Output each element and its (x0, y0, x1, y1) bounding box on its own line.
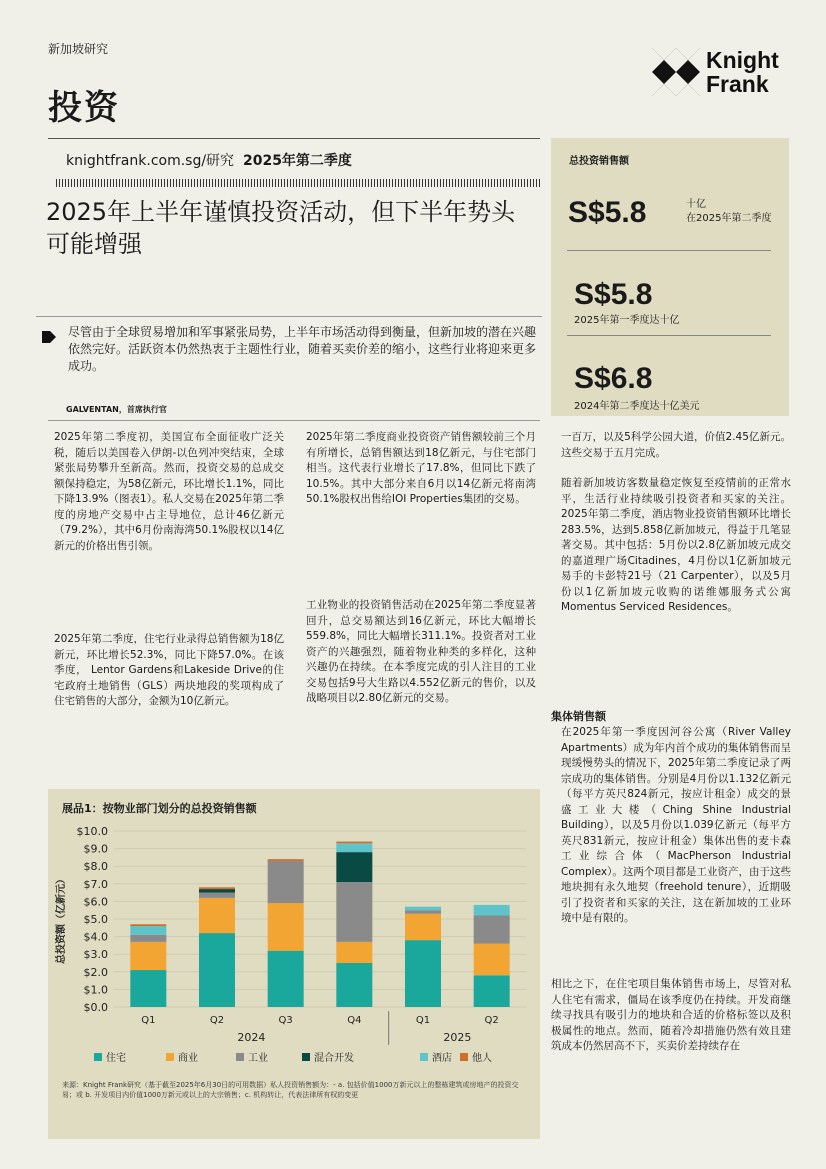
legend-swatch (420, 1053, 428, 1061)
y-tick-label: $8.0 (83, 860, 108, 874)
y-tick-label: $2.0 (83, 965, 108, 979)
bar-segment (130, 935, 166, 942)
x-tick-label: Q1 (141, 1015, 156, 1026)
legend-label: 酒店 (432, 1053, 452, 1064)
lead-rule (36, 316, 542, 317)
bar-segment (336, 852, 372, 882)
bar-segment (405, 910, 441, 914)
bar-segment (405, 940, 441, 1007)
x-group-label: 2024 (237, 1031, 266, 1044)
y-tick-label: $4.0 (83, 930, 108, 944)
body-col3-para2: 在2025年第一季度因河谷公寓（River Valley Apartments）成为年内首个成功的集体销售而呈现缓慢势头的情况下，2025年第二季度记录了两宗成功的集体销售。分别是4月份以1.132亿新元（每平方英尺824新元，按应计租金）成交的景盛工业大楼（Ching Shine Industrial Building），以及5月份以1.039亿新元（每平方英尺831新元，按应计租金）集体出售的麦卡森工业综合体（MacPherson Industrial Complex）。这两个项目都是工业资产，由于这些地块拥有永久地契（freehold tenure），近期吸引了投资者和买家的关注，这在新加坡的工业环境中是有限的。 (561, 726, 791, 924)
kpi-note-q1-2025: 2025年第一季度达十亿 (574, 315, 680, 326)
y-tick-label: $5.0 (83, 913, 108, 926)
kpi-value-q2-2024: S$6.8 (574, 362, 653, 395)
logo-wordmark: Knight Frank (706, 47, 779, 97)
bar-segment (336, 942, 372, 963)
report-period: 2025年第二季度 (242, 153, 352, 169)
bar-segment (474, 905, 510, 916)
kpi-note-q2-2024: 2024年第二季度达十亿美元 (574, 401, 700, 412)
body-col3-para0: 一百万，以及5科学公园大道，价值2.45亿新元。这些交易于五月完成。 (561, 431, 791, 459)
y-tick-label: $3.0 (83, 948, 108, 962)
author-line: GALVENTAN，首席执行官 (66, 405, 167, 414)
bar-segment (268, 861, 304, 903)
bar-segment (130, 924, 166, 926)
legend-swatch (94, 1053, 102, 1061)
legend-label: 混合开发 (314, 1053, 354, 1064)
collective-sales-heading: 集体销售额 (551, 710, 606, 723)
kpi-sidebar-label: 总投资销售额 (569, 156, 629, 167)
x-tick-label: Q1 (415, 1015, 431, 1026)
body-col3-para1: 随着新加坡访客数量稳定恢复至疫情前的正常水平，生活行业持续吸引投资者和买家的关注。2025年第二季度，酒店物业投资销售额环比增长283.5%，达到5.858亿新加坡元，得益于几笔显著交易。其中包括：5月份以2.8亿新加坡元成交的嘉道理广场Citadines，4月份以1亿新加坡元易手的卡彭特21号（21 Carpenter），以及5月份以1亿新加坡元收购的诺维娜服务式公寓Momentus Serviced Residences。 (561, 477, 791, 613)
bar-segment (268, 951, 304, 1007)
kpi-note-q2-2025 (686, 198, 771, 226)
y-axis-label: 总投资额（亿新元） (56, 874, 67, 964)
lead-paragraph: 尽管由于全球贸易增加和军事紧张局势，上半年市场活动得到衡量，但新加坡的潜在兴趣依然完好。活跃资本仍然热衷于主题性行业，随着买卖价差的缩小，这些行业将迎来更多成功。 (68, 325, 537, 373)
bar-segment (474, 944, 510, 976)
legend-swatch (302, 1053, 310, 1061)
x-tick-label: Q3 (278, 1015, 293, 1026)
bar-segment (405, 914, 441, 940)
body-col3-para3: 相比之下，在住宅项目集体销售市场上，尽管对私人住宅有需求，僵局在该季度仍在持续。开发商继续寻找具有吸引力的地块和合适的价格标签以及积极属性的地点。然而，随着冷却措施仍然有效且建筑成本仍然居高不下，买卖价差持续存在 (551, 978, 791, 1052)
arrow-bullet-icon (42, 331, 56, 343)
chart-source-note: 来源：Knight Frank研究（基于截至2025年6月30日的可用数据）私人投资销售额为：- a. 包括价值1000万新元以上的整栋建筑或房地产的投资交易；或 b. 开发项目内价值1000万新元或以上的大宗销售；c. 机构转让，代表法律所有权的变更 (62, 1081, 519, 1099)
legend-swatch (236, 1053, 244, 1061)
bar-segment (199, 887, 235, 889)
bar-segment (336, 882, 372, 942)
body-col1-para1: 2025年第二季度初，美国宣布全面征收广泛关税，随后以美国卷入伊朗-以色列冲突结束，全球紧张局势攀升至新高。然而，投资交易的总成交额保持稳定，为58亿新元，环比增长1.1%，同比下降13.9%（图表1）。私人交易在2025年第二季度的房地产交易中占主导地位，总计46亿新元（79.2%），其中6月份南海湾50.1%股权以14亿新元的价格出售引领。 (54, 431, 284, 552)
kpi-divider (567, 335, 771, 336)
x-tick-label: Q2 (484, 1015, 499, 1026)
hatch-divider (56, 179, 542, 187)
report-url[interactable]: knightfrank.com.sg/研究 (66, 153, 235, 169)
bar-segment (199, 893, 235, 898)
section-title: 投资 (48, 88, 120, 128)
kpi-value-q2-2025: S$5.8 (568, 196, 647, 229)
bar-segment (474, 915, 510, 943)
bar-segment (199, 898, 235, 933)
y-tick-label: $0.0 (83, 1001, 108, 1014)
bar-segment (199, 889, 235, 893)
header-rule (48, 138, 540, 139)
legend-label: 他人 (472, 1053, 492, 1064)
legend-label: 住宅 (106, 1053, 126, 1064)
bar-segment (405, 907, 441, 911)
bar-segment (268, 859, 304, 861)
lead-bottom-rule (48, 420, 540, 421)
headline: 2025年上半年谨慎投资活动，但下半年势头可能增强 (46, 198, 516, 258)
kpi-divider (567, 250, 771, 251)
bar-segment (336, 963, 372, 1007)
legend-label: 工业 (248, 1053, 268, 1064)
y-tick-label: $7.0 (83, 877, 108, 891)
bar-segment (474, 975, 510, 1007)
body-col2-para1: 2025年第二季度商业投资资产销售额较前三个月有所增长，总销售额达到18亿新元，与住宅部门相当。这代表行业增长了17.8%，但同比下跌了10.5%。其中大部分来自6月以14亿新元将南湾50.1%股权出售给IOI Properties集团的交易。 (306, 431, 536, 505)
report-url-line (66, 150, 352, 170)
x-tick-label: Q2 (209, 1015, 225, 1026)
x-group-label: 2025 (443, 1031, 472, 1044)
bar-segment (130, 970, 166, 1007)
kpi-period: 在2025年第二季度 (686, 213, 772, 224)
y-tick-label: $10.0 (76, 825, 108, 838)
legend-label: 商业 (178, 1053, 198, 1064)
bar-segment (336, 842, 372, 844)
stacked-bar-chart (48, 815, 540, 1077)
bar-segment (130, 926, 166, 935)
y-tick-label: $9.0 (83, 842, 108, 856)
body-col1-para2: 2025年第二季度，住宅行业录得总销售额为18亿新元，环比增长52.3%，同比下降57.0%。在该季度， Lentor Gardens和Lakeside Drive的住宅政府土地销售（GLS）两块地段的奖项构成了住宅销售的大部分，金额为10亿新元。 (54, 633, 284, 707)
kpi-value-q1-2025: S$5.8 (574, 278, 653, 311)
region-label: 新加坡研究 (48, 42, 109, 56)
bar-segment (130, 942, 166, 970)
bar-segment (268, 903, 304, 951)
body-col2-para2: 工业物业的投资销售活动在2025年第二季度显著回升，总交易额达到16亿新元，环比大幅增长559.8%，同比大幅增长311.1%。投资者对工业资产的兴趣强烈，随着物业种类的多样化，这种兴趣仍在持续。在本季度完成的引人注目的工业交易包括9号大生路以4.552亿新元的售价，以及战略项目以2.80亿新元的交易。 (306, 599, 536, 704)
chart-title: 展品1：按物业部门划分的总投资销售额 (62, 802, 257, 815)
bar-segment (336, 843, 372, 852)
knight-frank-logo-mark-icon (652, 48, 700, 96)
y-tick-label: $1.0 (83, 983, 108, 997)
y-tick-label: $6.0 (83, 895, 108, 909)
legend-swatch (166, 1053, 174, 1061)
legend-swatch (460, 1053, 468, 1061)
bar-segment (199, 933, 235, 1007)
x-tick-label: Q4 (347, 1015, 362, 1026)
kpi-unit: 十亿 (686, 199, 706, 210)
knight-frank-logo (652, 48, 782, 98)
